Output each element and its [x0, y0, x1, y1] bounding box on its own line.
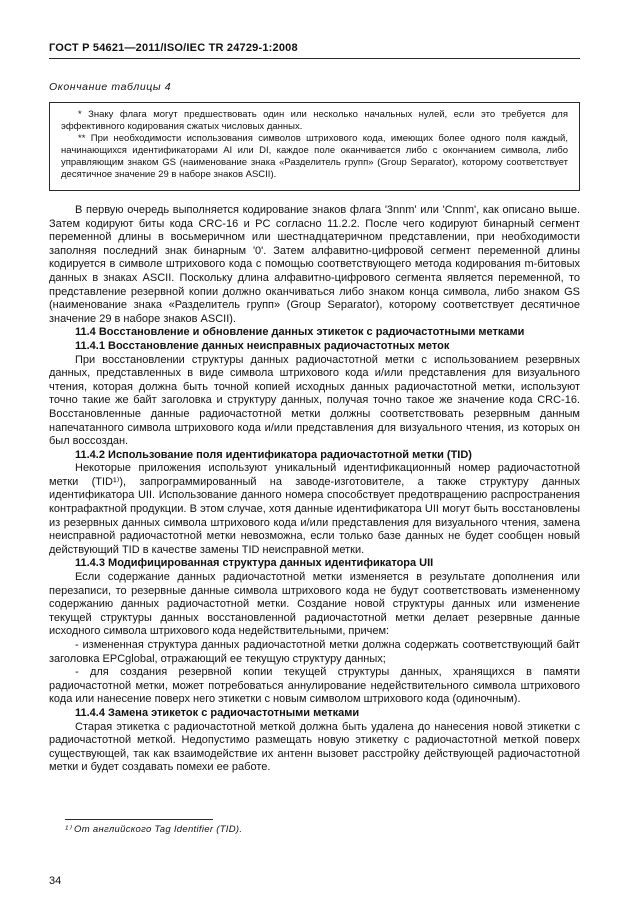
section-heading-11-4: 11.4 Восстановление и обновление данных этикеток с радиочастотными метками — [75, 326, 525, 339]
paragraph-label-replacement: Старая этикетка с радиочастотной меткой должна быть удалена до нанесения новой этикетки с радиочастотной меткой. Недопустимо размещать новую этикетку с радиочастотной меткой поверх существующей, так как взаимодействие их антенн вызовет расстройку действующей радиочастотной метки и будет создавать помехи ее работе. — [49, 720, 580, 774]
paragraph-modified-uii: Если содержание данных радиочастотной метки изменяется в результате дополнения или перезаписи, то резервные данные символа штрихового кода не будут соответствовать измененному содержанию данных радиочастотной метки. Создание новой структуры данных или изменение текущей структуры данных восстановленной радиочастотной метки делает резервные данные исходного символа штрихового кода недействительными, причем: — [49, 571, 580, 638]
document-header: ГОСТ Р 54621—2011/ISO/IEC TR 24729-1:2008 — [49, 42, 580, 59]
page-number: 34 — [49, 875, 62, 887]
table-footnote-box — [49, 102, 580, 191]
list-item-epcglobal-header: - измененная структура данных радиочастотной метки должна содержать соответствующий байт заголовка EPCglobal, отражающий ее текущую структуру данных; — [49, 639, 580, 665]
section-heading-11-4-4: 11.4.4 Замена этикеток с радиочастотными метками — [75, 706, 360, 719]
section-heading-11-4-2: 11.4.2 Использование поля идентификатора радиочастотной метки (TID) — [75, 448, 472, 461]
paragraph-restore-structure: При восстановлении структуры данных радиочастотной метки с использованием резервных данных, представленных в виде символа штрихового кода и/или представления для визуального чтения, которая должна быть точной копией исходных данных радиочастотной метки, используют точно такие же байт заголовка и структуру данных, получая точно такое же значение кода CRC-16. Восстановленные данные радиочастотной метки должны соответствовать резервным данным напечатанного символа штрихового кода и/или представления для визуального чтения, из которых он был воссоздан. — [49, 353, 580, 448]
section-heading-11-4-1: 11.4.1 Восстановление данных неисправных радиочастотных меток — [75, 339, 450, 352]
document-body — [49, 204, 580, 775]
footnote-divider — [65, 819, 213, 820]
list-item-backup-copy: - для создания резервной копии текущей структуры данных, хранящихся в памяти радиочастотной метки, может потребоваться аннулирование недействительного символа штрихового кода или нанесение поверх него этикетки с новым символом штрихового кода (одиночным). — [49, 666, 580, 706]
paragraph-encoding-order: В первую очередь выполняется кодирование знаков флага '3nnm' или 'Cnnm', как описано выше. Затем кодируют биты кода CRC-16 и PC согласно 11.2.2. После чего кодируют бинарный сегмент переменной длины в восьмеричном или шестнадцатеричном представлении, при необходимости заполняя последний знак бинарным '0'. Затем алфавитно-цифровой сегмент переменной длины кодируется в символе штрихового кода с помощью соответствующего метода кодирования m-битовых данных в знаках ASCII. Поскольку длина алфавитно-цифрового сегмента является переменной, то представление резервной копии должно оканчиваться либо знаком конца символа, либо знаком GS (наименование знака «Разделитель групп» (Group Separator), которому соответствует десятичное значение 29 в наборе знаков ASCII). — [49, 204, 580, 325]
table-footnote-double-star: ** При необходимости использования символов штрихового кода, имеющих более одного поля каждый, начинающихся идентификаторами AI или DI, каждое поле оканчивается либо с окончанием символа, либо управляющим знаком GS (наименование знака «Разделитель групп» (Group Separator), которому соответствует десятичное значение 29 в наборе знаков ASCII). — [61, 133, 568, 180]
section-heading-11-4-3: 11.4.3 Модифицированная структура данных идентификатора UII — [75, 557, 434, 570]
table-continuation-caption: Окончание таблицы 4 — [49, 81, 172, 93]
table-footnote-star: * Знаку флага могут предшествовать один или несколько начальных нулей, если это требуется для эффективного кодирования сжатых числовых данных. — [61, 109, 568, 132]
footnote-tid-definition: ¹⁾ От английского Tag Identifier (TID). — [65, 823, 243, 835]
paragraph-tid-usage: Некоторые приложения используют уникальный идентификационный номер радиочастотной метки (TID¹⁾), запрограммированный на заводе-изготовителе, а также структуру данных идентификатора UII. Использование данного номера способствует предотвращению распространения контрафактной продукции. В этом случае, хотя данные идентификатора UII могут быть восстановлены из резервных данных символа штрихового кода и/или представления для визуального чтения, замена неисправной радиочастотной метки невозможна, если только базе данных не будет сообщен новый действующий TID в качестве замены TID неисправной метки. — [49, 462, 580, 556]
